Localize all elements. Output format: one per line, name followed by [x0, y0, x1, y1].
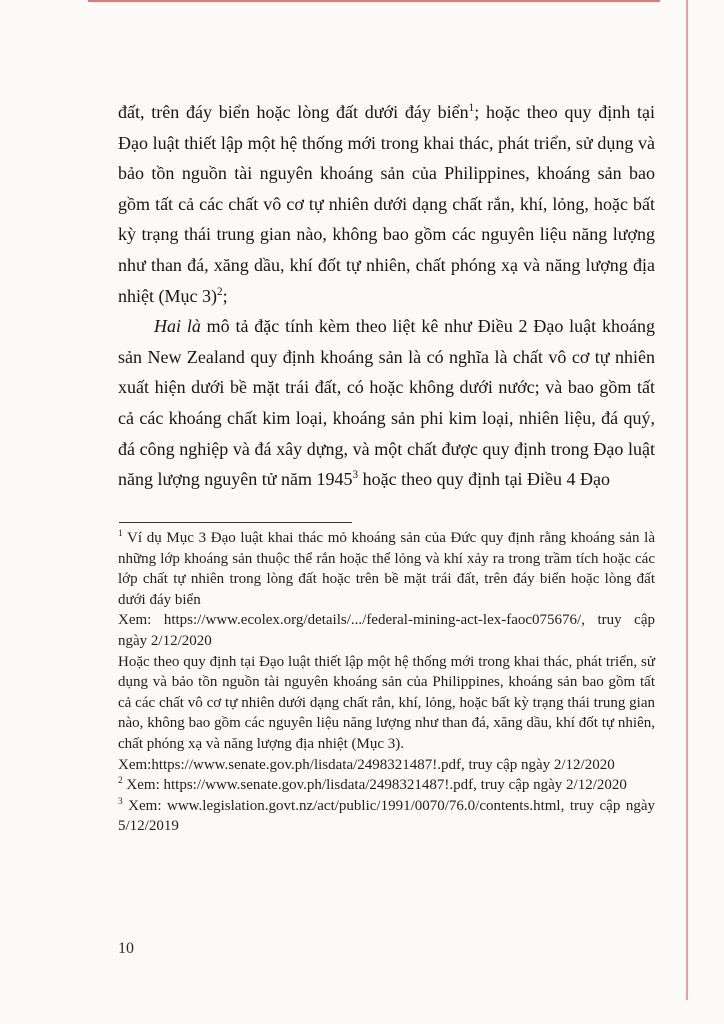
footnote-1-source [118, 610, 655, 651]
paragraph-2-lead: Hai là [154, 316, 201, 337]
footnote-1-philippines-source [118, 755, 655, 776]
footnote-ref-2: 2 [216, 285, 223, 298]
footnote-3 [118, 796, 655, 837]
main-body-text [118, 97, 655, 495]
footnote-separator [119, 522, 352, 523]
footnote-1-philippines-source-text: Xem:https://www.senate.gov.ph/lisdata/2498321487!.pdf, truy cập ngày 2/12/2020 [118, 756, 615, 773]
paragraph-1-after: ; hoặc theo quy định tại Đạo luật thiết lập một hệ thống mới trong khai thác, phát triển, sử dụng và bảo tồn nguồn tài nguyên khoáng sản của Philippines, khoáng sản bao gồm tất cả các chất vô cơ tự nhiên dưới dạng chất rắn, khí, lỏng, hoặc bất kỳ trạng thái trung gian nào, không bao gồm các nguyên liệu năng lượng như than đá, xăng dầu, khí đốt tự nhiên, chất phóng xạ và năng lượng địa nhiệt (Mục 3) [118, 102, 655, 306]
right-border-line [686, 0, 688, 1000]
footnote-1-philippines-text: Hoặc theo quy định tại Đạo luật thiết lập một hệ thống mới trong khai thác, phát triển, sử dụng và bảo tồn nguồn tài nguyên khoáng sản của Philippines, khoáng sản bao gồm tất cả các chất vô cơ tự nhiên dưới dạng chất rắn, khí, lỏng, hoặc bất kỳ trạng thái trung gian nào, không bao gồm các nguyên liệu năng lượng như than đá, xăng dầu, khí đốt tự nhiên, chất phóng xạ và năng lượng địa nhiệt (Mục 3). [118, 653, 655, 752]
footnote-ref-3: 3 [352, 469, 359, 482]
paragraph-1-text: đất, trên đáy biển hoặc lòng đất dưới đáy biển [118, 102, 469, 122]
footnote-2-text: Xem: https://www.senate.gov.ph/lisdata/2498321487!.pdf, truy cập ngày 2/12/2020 [122, 777, 627, 794]
footnote-1 [118, 528, 655, 610]
footnote-3-text: Xem: www.legislation.govt.nz/act/public/1991/0070/76.0/contents.html, truy cập ngày 5/12/2019 [118, 797, 655, 835]
top-border-line [88, 0, 660, 2]
footnote-2 [118, 775, 655, 796]
footnote-marker-1: 1 [118, 529, 123, 539]
paragraph-1-end: ; [222, 285, 228, 306]
page-number: 10 [118, 940, 134, 957]
footnotes-section [118, 528, 655, 837]
footnote-marker-3: 3 [118, 796, 123, 807]
paragraph-2-text: mô tả đặc tính kèm theo liệt kê như Điều 2 Đạo luật khoáng sản New Zealand quy định khoáng sản là có nghĩa là chất vô cơ tự nhiên xuất hiện dưới bề mặt trái đất, có hoặc không dưới nước; và bao gồm tất cả các khoáng chất kim loại, khoáng sản phi kim loại, nhiên liệu, đá quý, đá công nghiệp và đá xây dựng, và một chất được quy định trong Đạo luật năng lượng nguyên tử năm 1945 [118, 316, 655, 490]
footnote-1-text: Ví dụ Mục 3 Đạo luật khai thác mỏ khoáng sản của Đức quy định rằng khoáng sản là những lớp khoáng sản thuộc thể rắn hoặc thể lỏng và khí xảy ra trong trầm tích hoặc các lớp chất tự nhiên trong lòng đất hoặc trên bề mặt trái đất, trên đáy biển hoặc lòng đất dưới đáy biển [118, 530, 655, 608]
footnote-ref-1: 1 [468, 102, 475, 114]
paragraph-2-after: hoặc theo quy định tại Điều 4 Đạo [358, 469, 611, 490]
paragraph-2 [118, 311, 655, 495]
footnote-1-source-text: Xem: https://www.ecolex.org/details/.../federal-mining-act-lex-faoc075676/, truy cập ngày 2/12/2020 [118, 612, 655, 649]
footnote-marker-2: 2 [118, 776, 123, 787]
paragraph-1 [118, 97, 655, 311]
footnote-1-philippines [118, 652, 655, 755]
